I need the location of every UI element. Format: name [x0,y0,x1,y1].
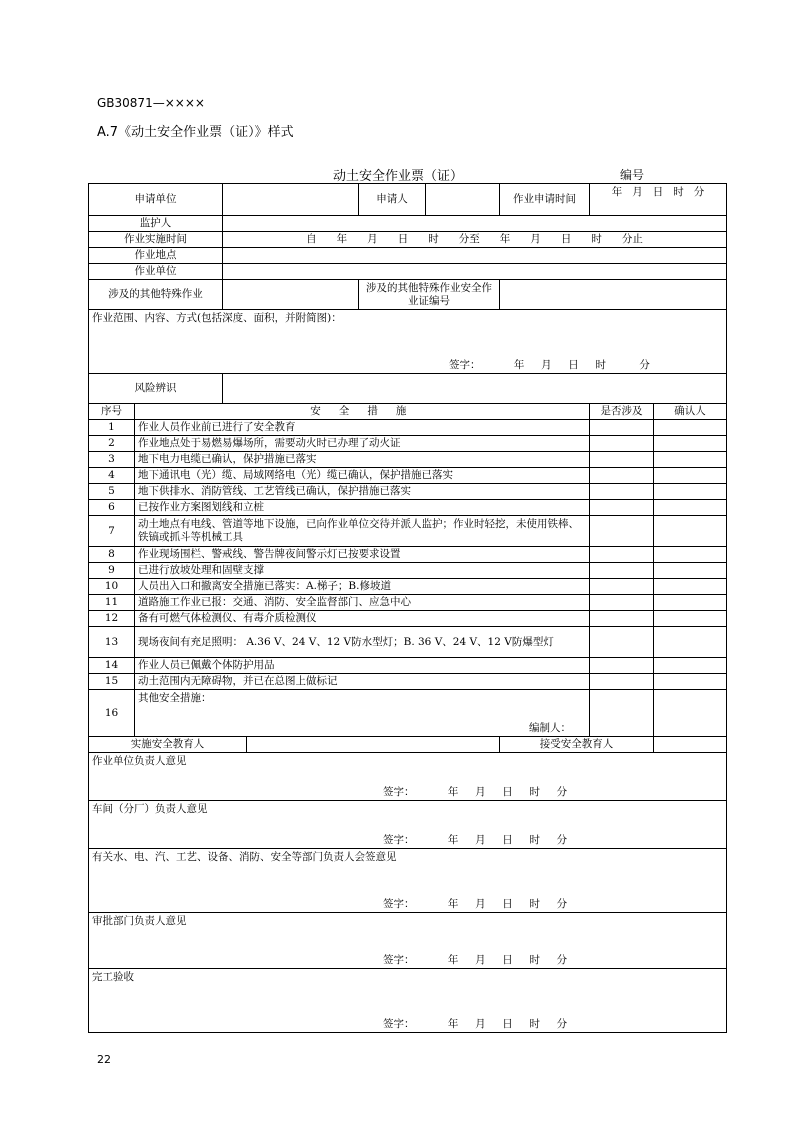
opinion-cell-approval[interactable] [89,913,727,969]
measure-row [89,611,727,627]
measure-involved[interactable] [590,579,654,595]
measure-row [89,516,727,547]
measure-text: 备有可燃气体检测仪、有毒介质检测仪 [135,611,590,627]
measure-no: 5 [89,484,135,500]
measure-involved[interactable] [590,452,654,468]
measure-involved[interactable] [590,516,654,547]
opinion-cell-workshop[interactable] [89,801,727,849]
opinion-label: 完工验收 [92,971,134,983]
editor-label: 编制人： [529,722,572,734]
measure-row [89,674,727,690]
special-work-value[interactable] [223,280,359,310]
opinion-label: 有关水、电、汽、工艺、设备、消防、安全等部门负责人会签意见 [92,851,397,863]
opinion-sign-line: 签字： 年 月 日 时 分 [383,898,568,910]
opinion-label: 作业单位负责人意见 [92,755,187,767]
special-cert-label: 涉及的其他特殊作业安全作业证编号 [359,280,500,310]
opinion-label: 车间（分厂）负责人意见 [92,803,208,815]
measure-confirm[interactable] [654,484,727,500]
measure-no: 16 [89,690,135,737]
opinion-cell-completion[interactable] [89,969,727,1033]
measure-involved[interactable] [590,484,654,500]
measure-no: 10 [89,579,135,595]
col-confirm-header: 确认人 [654,404,727,420]
measure-involved[interactable] [590,420,654,436]
measure-row [89,595,727,611]
work-period-fields[interactable]: 自 年 月 日 时 分至 年 月 日 时 分止 [223,232,727,248]
measure-text: 人员出入口和撤离安全措施已落实：A.梯子；B.修坡道 [135,579,590,595]
apply-time-label: 作业申请时间 [500,184,590,216]
measure-text: 地下供排水、消防管线、工艺管线已确认，保护措施已落实 [135,484,590,500]
measure-row [89,563,727,579]
measure-row [89,627,727,658]
measure-no: 8 [89,547,135,563]
opinion-sign-line: 签字： 年 月 日 时 分 [383,1018,568,1030]
measure-text: 作业现场围栏、警戒线、警告牌夜间警示灯已按要求设置 [135,547,590,563]
measure-involved[interactable] [590,436,654,452]
measure-confirm[interactable] [654,420,727,436]
education-giver-label: 实施安全教育人 [89,737,247,753]
measure-confirm[interactable] [654,658,727,674]
measure-involved[interactable] [590,658,654,674]
opinion-sign-line: 签字： 年 月 日 时 分 [383,786,568,798]
measure-text: 地下通讯电（光）缆、局域网络电（光）缆已确认，保护措施已落实 [135,468,590,484]
measure-confirm[interactable] [654,563,727,579]
education-receiver-value[interactable] [654,737,727,753]
measure-confirm[interactable] [654,627,727,658]
special-work-label: 涉及的其他特殊作业 [89,280,223,310]
measure-row [89,452,727,468]
measure-confirm[interactable] [654,595,727,611]
measure-text: 地下电力电缆已确认，保护措施已落实 [135,452,590,468]
work-permit-table [88,183,727,1033]
education-receiver-label: 接受安全教育人 [500,737,654,753]
work-unit-value[interactable] [223,264,727,280]
measure-text-other[interactable] [135,690,590,737]
form-title: 动土安全作业票（证） [333,169,464,184]
measure-involved[interactable] [590,595,654,611]
measure-involved[interactable] [590,611,654,627]
risk-label: 风险辨识 [89,374,223,404]
measure-no: 11 [89,595,135,611]
measure-row [89,500,727,516]
opinion-label: 审批部门负责人意见 [92,915,187,927]
section-title: A.7《动土安全作业票（证）》样式 [97,125,294,140]
measure-involved[interactable] [590,500,654,516]
other-measures-label: 其他安全措施： [138,692,212,704]
measure-confirm[interactable] [654,468,727,484]
opinion-sign-line: 签字： 年 月 日 时 分 [383,834,568,846]
risk-value[interactable] [223,374,727,404]
col-involved-header: 是否涉及 [590,404,654,420]
supervisor-value[interactable] [223,216,727,232]
special-cert-value[interactable] [500,280,727,310]
apply-time-fields[interactable]: 年 月 日 时 分 [590,184,727,216]
measure-confirm[interactable] [654,690,727,737]
measure-confirm[interactable] [654,547,727,563]
work-unit-label: 作业单位 [89,264,223,280]
work-scope-sign-line: 签字： 年 月 日 时 分 [449,359,650,371]
measure-text: 道路施工作业已报：交通、消防、安全监督部门、应急中心 [135,595,590,611]
apply-unit-value[interactable] [223,184,359,216]
measure-no: 6 [89,500,135,516]
measure-no: 7 [89,516,135,547]
measure-no: 1 [89,420,135,436]
measure-involved[interactable] [590,468,654,484]
measure-involved[interactable] [590,627,654,658]
measure-row [89,579,727,595]
measure-involved[interactable] [590,674,654,690]
measure-text: 作业人员作业前已进行了安全教育 [135,420,590,436]
measure-no: 3 [89,452,135,468]
measure-confirm[interactable] [654,436,727,452]
measure-confirm[interactable] [654,674,727,690]
work-place-label: 作业地点 [89,248,223,264]
standard-number: GB30871—×××× [97,96,205,110]
col-measure-header: 安 全 措 施 [135,404,590,420]
opinion-sign-line: 签字： 年 月 日 时 分 [383,954,568,966]
measure-confirm[interactable] [654,579,727,595]
applicant-value[interactable] [426,184,500,216]
work-scope-label: 作业范围、内容、方式(包括深度、面积，并附简图)： [92,312,342,324]
measure-row [89,436,727,452]
measure-involved[interactable] [590,547,654,563]
work-scope-cell[interactable] [89,310,727,374]
measure-confirm[interactable] [654,452,727,468]
education-giver-value[interactable] [247,737,500,753]
measure-row [89,658,727,674]
measure-row [89,420,727,436]
apply-unit-label: 申请单位 [89,184,223,216]
measure-no: 2 [89,436,135,452]
measure-text: 已按作业方案图划线和立桩 [135,500,590,516]
measure-no: 15 [89,674,135,690]
supervisor-label: 监护人 [89,216,223,232]
applicant-label: 申请人 [359,184,426,216]
measure-involved[interactable] [590,690,654,737]
work-period-label: 作业实施时间 [89,232,223,248]
measure-confirm[interactable] [654,611,727,627]
opinion-cell-departments[interactable] [89,849,727,913]
measure-no: 12 [89,611,135,627]
measure-row [89,468,727,484]
measure-no: 9 [89,563,135,579]
opinion-cell-work-unit[interactable] [89,753,727,801]
measure-no: 13 [89,627,135,658]
measure-row [89,547,727,563]
measure-text: 作业人员已佩戴个体防护用品 [135,658,590,674]
measure-involved[interactable] [590,563,654,579]
number-label: 编号 [620,168,645,182]
measure-text: 现场夜间有充足照明： A.36 V、24 V、12 V防水型灯；B. 36 V、24 V、12 V防爆型灯 [135,627,590,658]
measure-text: 动土地点有电线、管道等地下设施，已向作业单位交待并派人监护；作业时轻挖，未使用铁棒、铁镐或抓斗等机械工具 [135,516,590,547]
measure-no: 14 [89,658,135,674]
measure-row [89,484,727,500]
measure-row [89,690,727,737]
col-no-header: 序号 [89,404,135,420]
measure-no: 4 [89,468,135,484]
measure-text: 已进行放坡处理和固壁支撑 [135,563,590,579]
measure-confirm[interactable] [654,500,727,516]
page-number: 22 [97,1053,111,1066]
measure-confirm[interactable] [654,516,727,547]
measure-text: 作业地点处于易燃易爆场所，需要动火时已办理了动火证 [135,436,590,452]
measure-text: 动土范围内无障碍物，并已在总图上做标记 [135,674,590,690]
work-place-value[interactable] [223,248,727,264]
